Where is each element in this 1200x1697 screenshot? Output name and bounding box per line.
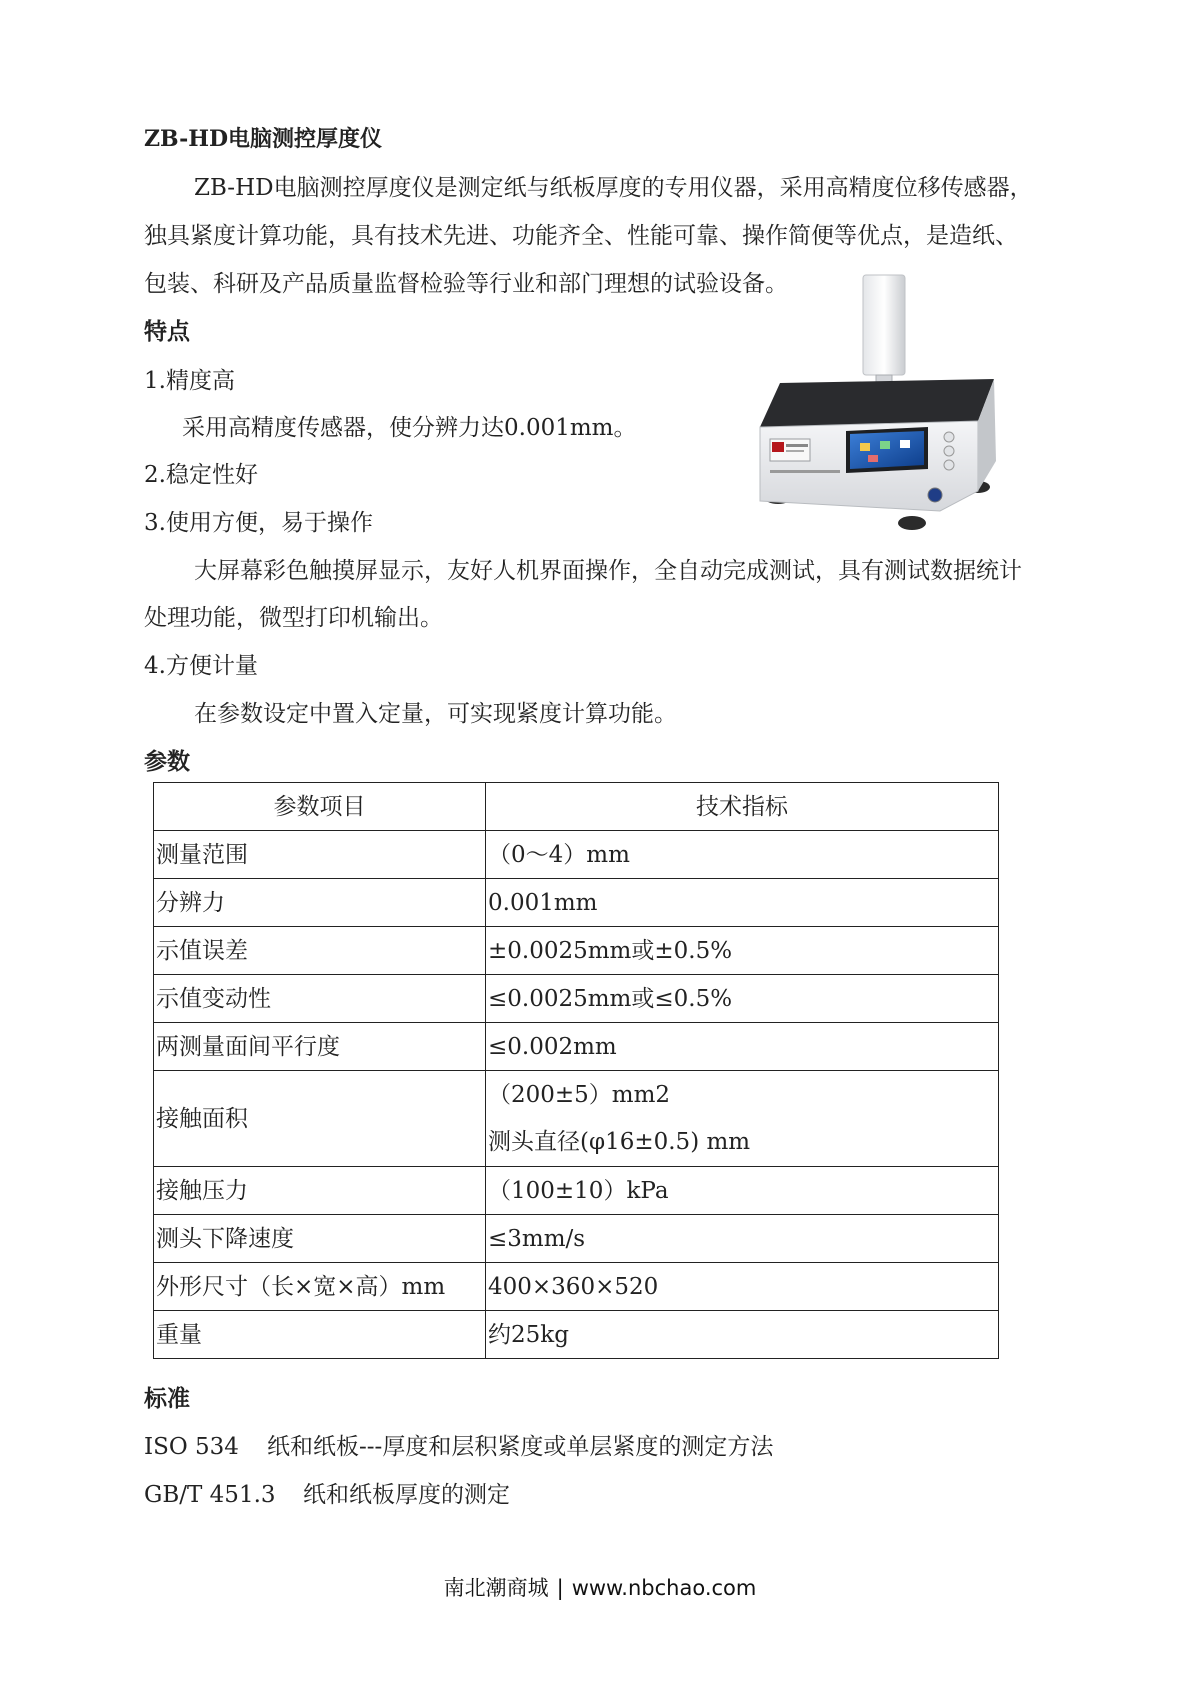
- param-item: 重量: [154, 1311, 486, 1359]
- param-value: [486, 1263, 999, 1311]
- param-item: 测头下降速度: [154, 1215, 486, 1263]
- footer-url[interactable]: www.nbchao.com: [571, 1576, 757, 1600]
- param-item: 分辨力: [154, 879, 486, 927]
- table-row: [154, 927, 999, 975]
- features-heading: 特点: [144, 319, 190, 345]
- feature-4-title: 4.方便计量: [144, 653, 258, 679]
- params-table: [153, 782, 999, 1359]
- feature-3-desc-line-2: 处理功能，微型打印机输出。: [144, 605, 443, 631]
- feature-1-title: 1.精度高: [144, 368, 235, 394]
- param-value-line: （100±10）kPa: [488, 1177, 669, 1204]
- feature-2-title: 2.稳定性好: [144, 462, 258, 488]
- param-value: [486, 1071, 999, 1167]
- standard-code: ISO 534: [144, 1434, 239, 1460]
- feature-4-desc: 在参数设定中置入定量，可实现紧度计算功能。: [194, 701, 677, 727]
- footer-brand: 南北潮商城: [443, 1576, 549, 1600]
- param-value: [486, 831, 999, 879]
- param-value-line: 400×360×520: [488, 1273, 659, 1300]
- product-image: [742, 265, 1002, 543]
- param-value-line: ±0.0025mm或±0.5%: [488, 937, 733, 964]
- param-value-line: ≤3mm/s: [488, 1225, 586, 1252]
- standard-code: GB/T 451.3: [144, 1482, 276, 1508]
- param-item: 示值变动性: [154, 975, 486, 1023]
- standard-name: 纸和纸板---厚度和层积紧度或单层紧度的测定方法: [267, 1434, 774, 1460]
- table-row: [154, 831, 999, 879]
- param-item: 示值误差: [154, 927, 486, 975]
- table-row: [154, 975, 999, 1023]
- param-value: [486, 1311, 999, 1359]
- intro-line-1: ZB-HD电脑测控厚度仪是测定纸与纸板厚度的专用仪器，采用高精度位移传感器，: [194, 175, 1033, 201]
- page-footer: [0, 1572, 1200, 1602]
- param-value-line: ≤0.002mm: [488, 1033, 617, 1060]
- param-value-line: ≤0.0025mm或≤0.5%: [488, 985, 733, 1012]
- table-row: [154, 1023, 999, 1071]
- table-row: [154, 1071, 999, 1167]
- intro-line-2: 独具紧度计算功能，具有技术先进、功能齐全、性能可靠、操作简便等优点，是造纸、: [144, 223, 1018, 249]
- param-value: [486, 927, 999, 975]
- footer-separator: |: [556, 1576, 564, 1600]
- param-value: [486, 1167, 999, 1215]
- param-item: 两测量面间平行度: [154, 1023, 486, 1071]
- feature-3-desc-line-1: 大屏幕彩色触摸屏显示，友好人机界面操作，全自动完成测试，具有测试数据统计: [194, 558, 1022, 584]
- param-item: 测量范围: [154, 831, 486, 879]
- param-value-line: （200±5）mm2: [488, 1082, 671, 1108]
- feature-1-desc: 采用高精度传感器，使分辨力达0.001mm。: [182, 415, 637, 441]
- intro-line-3: 包装、科研及产品质量监督检验等行业和部门理想的试验设备。: [144, 271, 788, 297]
- table-header-row: [154, 783, 999, 831]
- param-value: [486, 1215, 999, 1263]
- table-row: [154, 879, 999, 927]
- param-value: [486, 975, 999, 1023]
- header-spec: 技术指标: [486, 783, 999, 831]
- param-value-line: （0～4）mm: [488, 841, 630, 868]
- table-row: [154, 1167, 999, 1215]
- page-title: ZB-HD电脑测控厚度仪: [144, 126, 383, 152]
- feature-3-title: 3.使用方便，易于操作: [144, 510, 373, 536]
- standards-heading: 标准: [144, 1386, 190, 1412]
- param-value-line: 0.001mm: [488, 889, 598, 916]
- table-row: [154, 1263, 999, 1311]
- header-item: 参数项目: [154, 783, 486, 831]
- standard-item: [144, 1480, 510, 1510]
- standard-item: [144, 1432, 773, 1462]
- param-item: 接触压力: [154, 1167, 486, 1215]
- param-value: [486, 1023, 999, 1071]
- params-heading: 参数: [144, 749, 190, 775]
- param-item: 外形尺寸（长×宽×高）mm: [154, 1263, 486, 1311]
- param-value-line: 测头直径(φ16±0.5) mm: [488, 1129, 751, 1155]
- standard-name: 纸和纸板厚度的测定: [303, 1482, 510, 1508]
- param-item: 接触面积: [154, 1071, 486, 1167]
- table-row: [154, 1311, 999, 1359]
- param-value-line: 约25kg: [488, 1321, 569, 1348]
- param-value: [486, 879, 999, 927]
- table-row: [154, 1215, 999, 1263]
